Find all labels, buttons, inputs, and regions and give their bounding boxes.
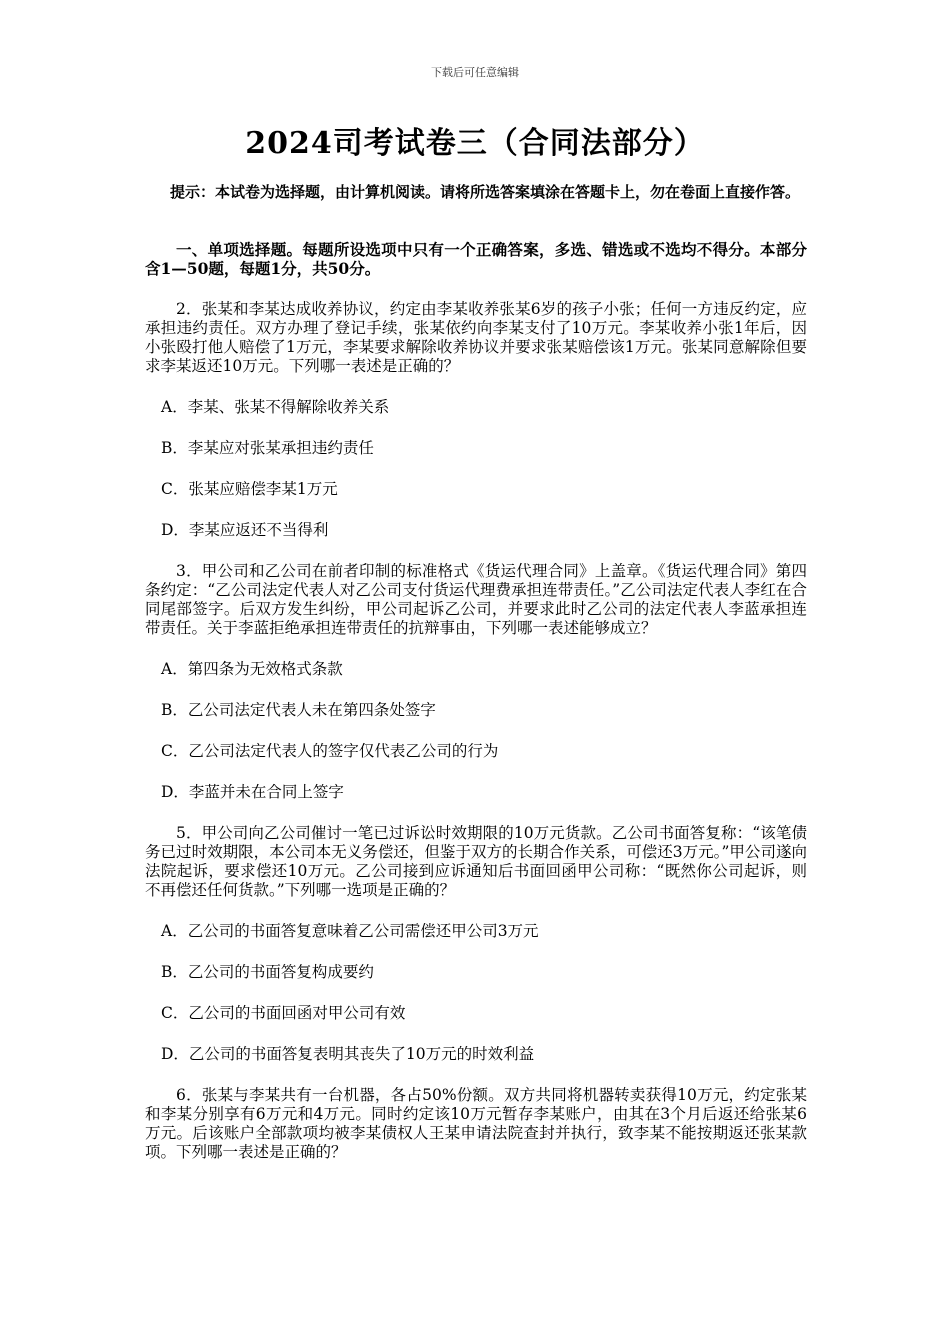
question-stem: 2．张某和李某达成收养协议，约定由李某收养张某6岁的孩子小张；任何一方违反约定，应承担违约责任。双方办理了登记手续，张某依约向李某支付了10万元。李某收养小张1年后，因小张殴打他人赔偿了1万元，李某要求解除收养协议并要求张某赔偿该1万元。张某同意解除但要求李某返还10万元。下列哪一表述是正确的？	[145, 300, 807, 375]
question-stem: 5．甲公司向乙公司催讨一笔已过诉讼时效期限的10万元货款。乙公司书面答复称：“该笔债务已过时效期限，本公司本无义务偿还，但鉴于双方的长期合作关系，可偿还3万元。”甲公司遂向法院起诉，要求偿还10万元。乙公司接到应诉通知后书面回函甲公司称：“既然你公司起诉，则不再偿还任何货款。”下列哪一选项是正确的？	[145, 824, 807, 899]
option-d: D．李蓝并未在合同上签字	[161, 783, 344, 801]
question-2	[145, 300, 807, 540]
question-stem: 6．张某与李某共有一台机器，各占50%份额。双方共同将机器转卖获得10万元，约定张某和李某分别享有6万元和4万元。同时约定该10万元暂存李某账户，由其在3个月后返还给张某6万元。后该账户全部款项均被李某债权人王某申请法院查封并执行，致李某不能按期返还张某款项。下列哪一表述是正确的？	[145, 1086, 807, 1161]
exam-content	[145, 240, 807, 1184]
page-title: 2024司考试卷三（合同法部分）	[245, 126, 705, 161]
question-3	[145, 562, 807, 802]
option-a: A．第四条为无效格式条款	[161, 660, 343, 678]
question-6	[145, 1086, 807, 1162]
question-5	[145, 824, 807, 1064]
exam-notice: 提示：本试卷为选择题，由计算机阅读。请将所选答案填涂在答题卡上，勿在卷面上直接作答。	[169, 183, 800, 201]
option-d: D．乙公司的书面答复表明其丧失了10万元的时效利益	[161, 1045, 535, 1063]
option-d: D．李某应返还不当得利	[161, 521, 329, 539]
option-a: A．乙公司的书面答复意味着乙公司需偿还甲公司3万元	[161, 922, 539, 940]
option-b: B．李某应对张某承担违约责任	[161, 439, 374, 457]
header-note: 下载后可任意编辑	[431, 66, 519, 79]
section-intro: 一、单项选择题。每题所设选项中只有一个正确答案，多选、错选或不选均不得分。本部分含1—50题，每题1分，共50分。	[145, 240, 807, 278]
option-c: C．张某应赔偿李某1万元	[161, 480, 338, 498]
option-b: B．乙公司法定代表人未在第四条处签字	[161, 701, 436, 719]
option-c: C．乙公司的书面回函对甲公司有效	[161, 1004, 406, 1022]
question-stem: 3．甲公司和乙公司在前者印制的标准格式《货运代理合同》上盖章。《货运代理合同》第四条约定：“乙公司法定代表人对乙公司支付货运代理费承担连带责任。”乙公司法定代表人李红在合同尾部签字。后双方发生纠纷，甲公司起诉乙公司，并要求此时乙公司的法定代表人李蓝承担连带责任。关于李蓝拒绝承担连带责任的抗辩事由，下列哪一表述能够成立？	[145, 562, 807, 637]
option-b: B．乙公司的书面答复构成要约	[161, 963, 374, 981]
option-a: A．李某、张某不得解除收养关系	[161, 398, 390, 416]
option-c: C．乙公司法定代表人的签字仅代表乙公司的行为	[161, 742, 499, 760]
